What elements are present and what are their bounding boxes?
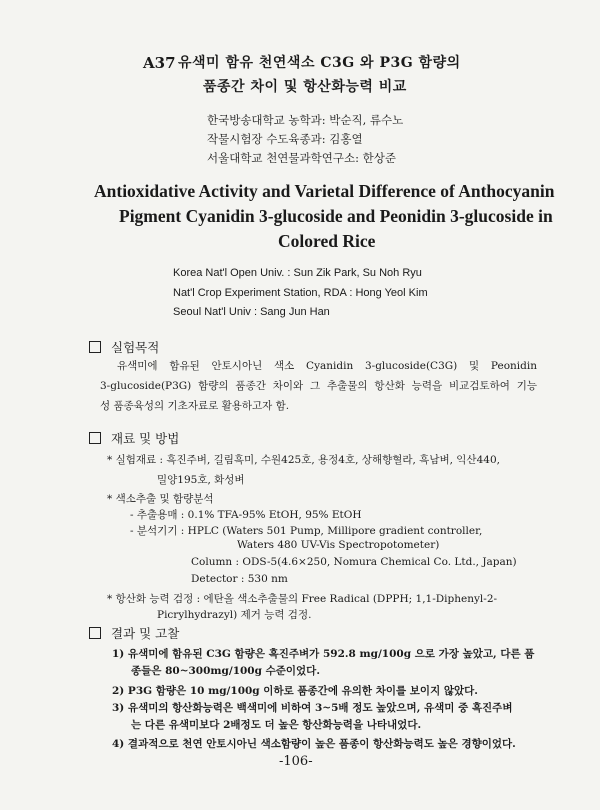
abstract-code: A37 [143,54,176,72]
english-author-2: Nat'l Crop Experiment Station, RDA : Hong Yeol Kim [173,287,428,299]
antioxidant-assay-line-1: * 항산화 능력 검정 : 에탄올 색소추출물의 Free Radical (DPPH; 1,1-Diphenyl-2- [107,593,498,605]
result-4: 4) 결과적으로 천연 안토시아닌 색소함량이 높은 품종이 항산화능력도 높은 경향이었다. [112,738,516,750]
korean-author-3: 서울대학교 천연물과학연구소: 한상준 [207,151,396,165]
objective-line-1: 유색미에 함유된 안토시아닌 색소 Cyanidin 3-glucoside(C3G) 및 Peonidin [117,360,537,372]
result-1-line-2: 종들은 80~300mg/100g 수준이었다. [131,665,320,677]
result-1-line-1: 1) 유색미에 함유된 C3G 함량은 흑진주벼가 592.8 mg/100g 으로 가장 높았고, 다른 품 [112,648,535,660]
english-title-line-1: Antioxidative Activity and Varietal Difference of Anthocyanin [94,181,555,201]
result-3-line-1: 3) 유색미의 항산화능력은 백색미에 비하여 3~5배 정도 높았으며, 유색미 중 흑진주벼 [112,702,513,714]
result-2: 2) P3G 함량은 10 mg/100g 이하로 품종간에 유의한 차이를 보이지 않았다. [112,685,478,697]
english-author-1: Korea Nat'l Open Univ. : Sun Zik Park, Su Noh Ryu [173,267,422,279]
section-heading-materials [89,429,179,447]
english-title-line-3: Colored Rice [278,231,376,251]
section-heading-results [89,624,179,642]
korean-author-2: 작물시험장 수도육종과: 김홍열 [207,132,363,146]
detector-spec: Detector : 530 nm [191,573,288,585]
checkbox-square-icon [89,627,101,639]
extraction-title: * 색소추출 및 함량분석 [107,493,214,505]
korean-title-line-2: 품종간 차이 및 항산화능력 비교 [203,79,407,95]
page-number: -106- [279,754,313,769]
english-author-3: Seoul Nat'l Univ : Sang Jun Han [173,306,330,318]
section-heading-materials-label: 재료 및 방법 [111,431,180,446]
instrument-line-1: - 분석기기 : HPLC (Waters 501 Pump, Millipore gradient controller, [130,525,483,537]
antioxidant-assay-line-2: Picrylhydrazyl) 제거 능력 검정. [157,609,312,621]
korean-author-1: 한국방송대학교 농학과: 박순직, 류수노 [207,113,404,127]
section-heading-objective-label: 실험목적 [111,340,160,355]
korean-title-line-1: 유색미 함유 천연색소 C3G 와 P3G 함량의 [178,55,461,71]
result-3-line-2: 는 다른 유색미보다 2배정도 더 높은 항산화능력을 나타내었다. [131,719,422,731]
checkbox-square-icon [89,341,101,353]
materials-varieties-line-1: * 실험재료 : 흑진주벼, 길림흑미, 수원425호, 용정4호, 상해향혈라, 흑남벼, 익산440, [107,454,500,466]
checkbox-square-icon [89,432,101,444]
extraction-solvent: - 추출용매 : 0.1% TFA-95% EtOH, 95% EtOH [130,509,362,521]
section-heading-objective [89,338,159,356]
column-spec: Column : ODS-5(4.6×250, Nomura Chemical Co. Ltd., Japan) [191,556,517,568]
materials-varieties-line-2: 밀양195호, 화성벼 [157,474,245,486]
instrument-line-2: Waters 480 UV-Vis Spectropotometer) [237,539,440,551]
english-title-line-2: Pigment Cyanidin 3-glucoside and Peonidin 3-glucoside in [119,206,553,226]
objective-line-3: 성 품종육성의 기초자료로 활용하고자 함. [100,400,290,412]
section-heading-results-label: 결과 및 고찰 [111,626,180,641]
objective-line-2: 3-glucoside(P3G) 함량의 품종간 차이와 그 추출물의 항산화 능력을 비교검토하여 기능 [100,380,537,392]
